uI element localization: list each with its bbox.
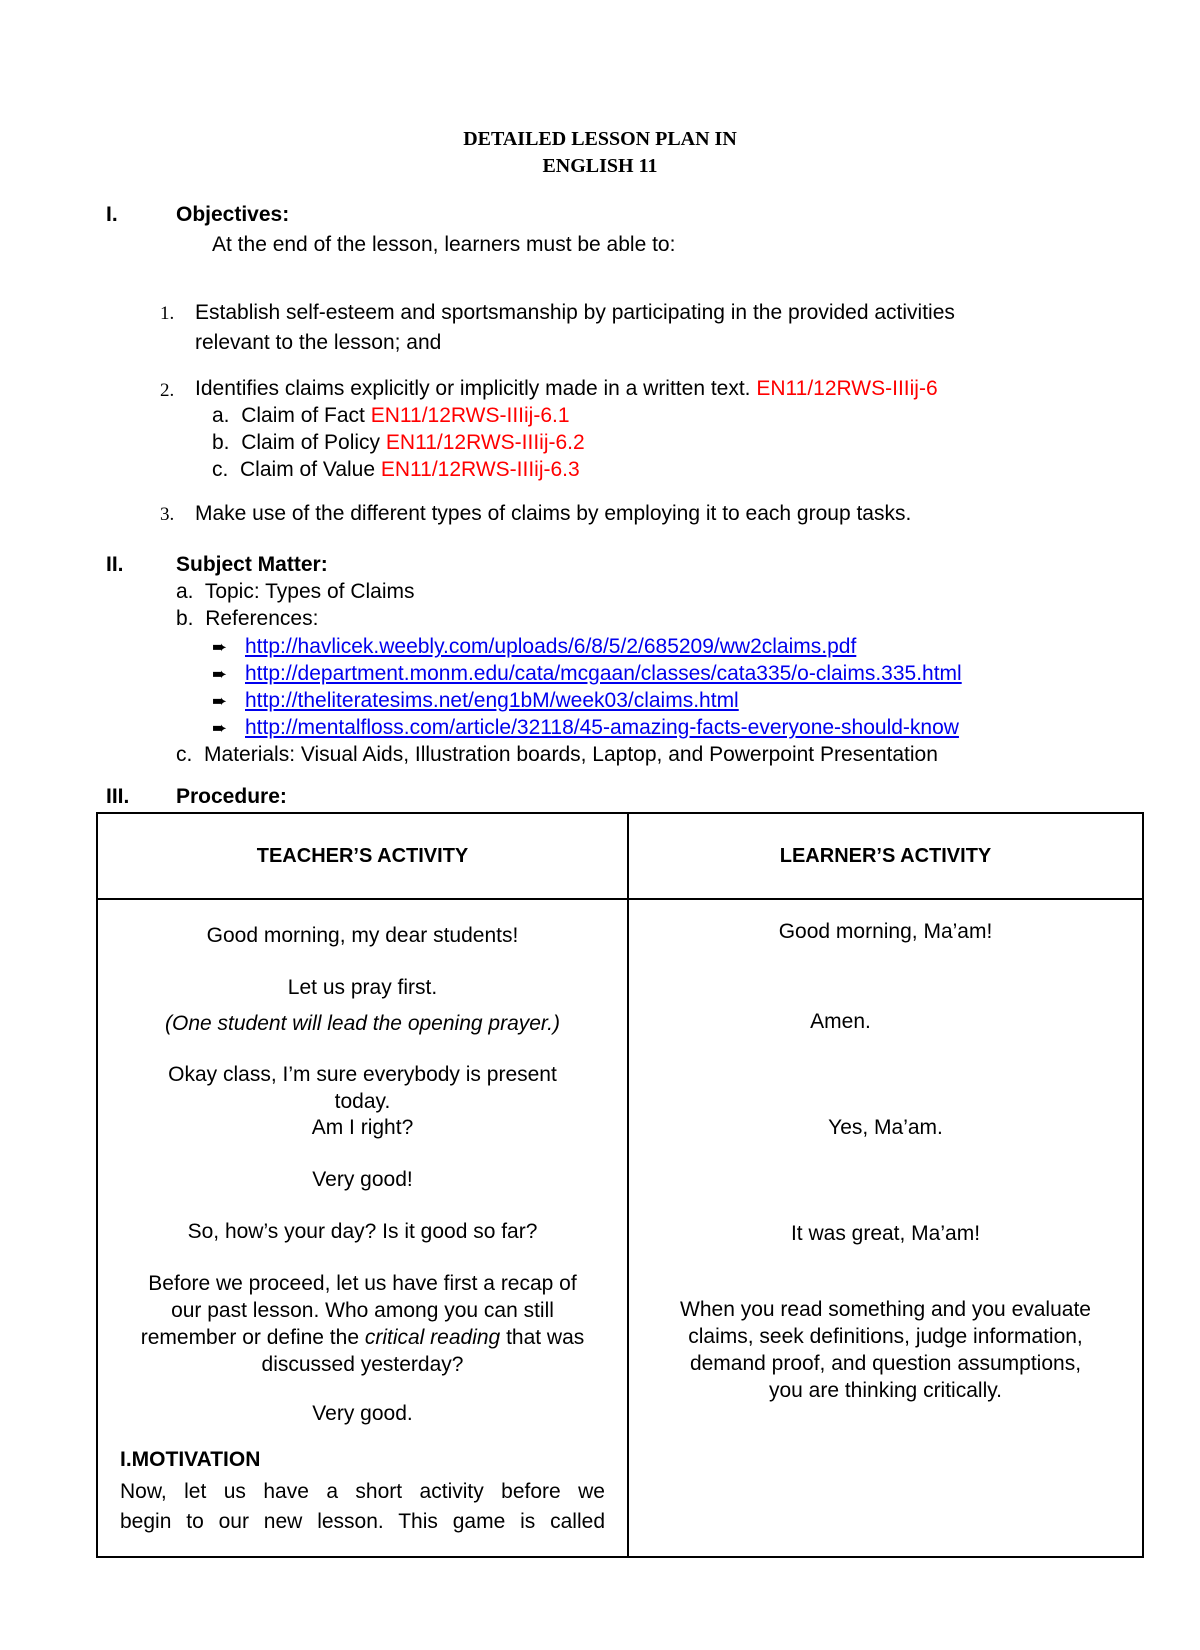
reference-link-1[interactable]: http://havlicek.weebly.com/uploads/6/8/5/2/685209/ww2claims.pdf (245, 635, 857, 658)
teacher-attendance-line3: Am I right? (311, 1116, 414, 1139)
objective-1-number: 1. (160, 303, 175, 324)
sub-objective-b (212, 431, 585, 455)
procedure-heading: Procedure: (176, 785, 287, 808)
objective-1-line2: relevant to the lesson; and (195, 331, 442, 354)
objectives-number: I. (106, 203, 118, 226)
objective-3-text: Make use of the different types of claims by employing it to each group tasks. (195, 502, 912, 525)
references-text: References: (205, 607, 319, 630)
teacher-very-good-2: Very good. (312, 1402, 413, 1425)
topic-line (176, 580, 415, 604)
learner-answer-line1: When you read something and you evaluate (680, 1298, 1091, 1321)
learner-activity-header: LEARNER’S ACTIVITY (628, 813, 1143, 899)
sub-objective-b-text: Claim of Policy (241, 431, 381, 454)
arrow-bullet-icon: ➨ (212, 664, 228, 684)
teacher-activity-cell (97, 899, 628, 1557)
learner-answer-line4: you are thinking critically. (768, 1379, 1003, 1402)
sub-objective-c-letter: c. (212, 458, 229, 481)
reference-link-4[interactable]: http://mentalfloss.com/article/32118/45-amazing-facts-everyone-should-know (245, 716, 959, 739)
subject-matter-heading: Subject Matter: (176, 553, 328, 576)
sub-objective-a-text: Claim of Fact (241, 404, 365, 427)
motivation-heading: I.MOTIVATION (120, 1448, 261, 1471)
teacher-recap-line2: our past lesson. Who among you can still (171, 1299, 554, 1322)
procedure-table (96, 812, 1144, 1558)
teacher-activity-header: TEACHER’S ACTIVITY (97, 813, 628, 899)
sub-objective-c (212, 458, 580, 482)
learner-answer-line2: claims, seek definitions, judge information, (688, 1325, 1083, 1348)
sub-objective-c-code: EN11/12RWS-IIIij-6.3 (380, 458, 580, 481)
objectives-heading: Objectives: (176, 203, 290, 226)
sub-objective-a-code: EN11/12RWS-IIIij-6.1 (370, 404, 570, 427)
procedure-number: III. (106, 785, 130, 808)
references-letter: b. (176, 607, 194, 630)
topic-letter: a. (176, 580, 194, 603)
learner-activity-cell (628, 899, 1143, 1557)
teacher-recap-line4: discussed yesterday? (261, 1353, 464, 1376)
teacher-attendance-line2: today. (334, 1090, 391, 1113)
sub-objective-b-code: EN11/12RWS-IIIij-6.2 (385, 431, 585, 454)
subject-matter-number: II. (106, 553, 124, 576)
doc-title-line1: DETAILED LESSON PLAN IN (463, 128, 737, 150)
learner-great: It was great, Ma’am! (790, 1222, 981, 1245)
teacher-very-good: Very good! (312, 1168, 413, 1191)
teacher-greeting: Good morning, my dear students! (206, 924, 519, 947)
arrow-bullet-icon: ➨ (212, 691, 228, 711)
teacher-recap-line1: Before we proceed, let us have first a recap of (148, 1272, 577, 1295)
learner-yes: Yes, Ma’am. (828, 1116, 943, 1139)
doc-title-line2: ENGLISH 11 (542, 155, 658, 177)
materials-text: Materials: Visual Aids, Illustration boards, Laptop, and Powerpoint Presentation (204, 743, 938, 766)
learner-amen: Amen. (810, 1010, 871, 1033)
reference-link-3[interactable]: http://theliteratesims.net/eng1bM/week03/claims.html (245, 689, 739, 712)
learner-answer-line3: demand proof, and question assumptions, (689, 1352, 1082, 1375)
learner-greeting: Good morning, Ma’am! (778, 920, 993, 943)
materials-line (176, 743, 938, 767)
teacher-recap-post: that was (500, 1326, 585, 1349)
teacher-how-day: So, how’s your day? Is it good so far? (187, 1220, 538, 1243)
teacher-recap-emphasis: critical reading (364, 1326, 501, 1349)
arrow-bullet-icon: ➨ (212, 637, 228, 657)
teacher-prayer: Let us pray first. (287, 976, 438, 999)
teacher-prayer-note: (One student will lead the opening prayer.) (165, 1012, 560, 1035)
teacher-recap-line3 (98, 1324, 627, 1351)
teacher-attendance-line1: Okay class, I’m sure everybody is present (168, 1063, 557, 1086)
references-line (176, 607, 318, 631)
arrow-bullet-icon: ➨ (212, 718, 228, 738)
objective-2-text (195, 377, 938, 401)
objectives-intro: At the end of the lesson, learners must be able to: (212, 233, 676, 256)
objective-2-number: 2. (160, 380, 175, 401)
motivation-line2: begin to our new lesson. This game is called (120, 1510, 605, 1533)
objective-3-number: 3. (160, 504, 175, 525)
topic-text: Topic: Types of Claims (204, 580, 415, 603)
sub-objective-c-text: Claim of Value (240, 458, 376, 481)
motivation-line1: Now, let us have a short activity before we (120, 1480, 605, 1503)
sub-objective-a (212, 404, 570, 428)
sub-objective-a-letter: a. (212, 404, 230, 427)
objective-2-code: EN11/12RWS-IIIij-6 (756, 377, 938, 400)
teacher-recap-pre: remember or define the (140, 1326, 365, 1349)
sub-objective-b-letter: b. (212, 431, 230, 454)
objective-1-line1: Establish self-esteem and sportsmanship by participating in the provided activities (195, 301, 955, 324)
reference-link-2[interactable]: http://department.monm.edu/cata/mcgaan/classes/cata335/o-claims.335.html (245, 662, 962, 685)
materials-letter: c. (176, 743, 193, 766)
objective-2-label: Identifies claims explicitly or implicitly made in a written text. (195, 377, 751, 400)
